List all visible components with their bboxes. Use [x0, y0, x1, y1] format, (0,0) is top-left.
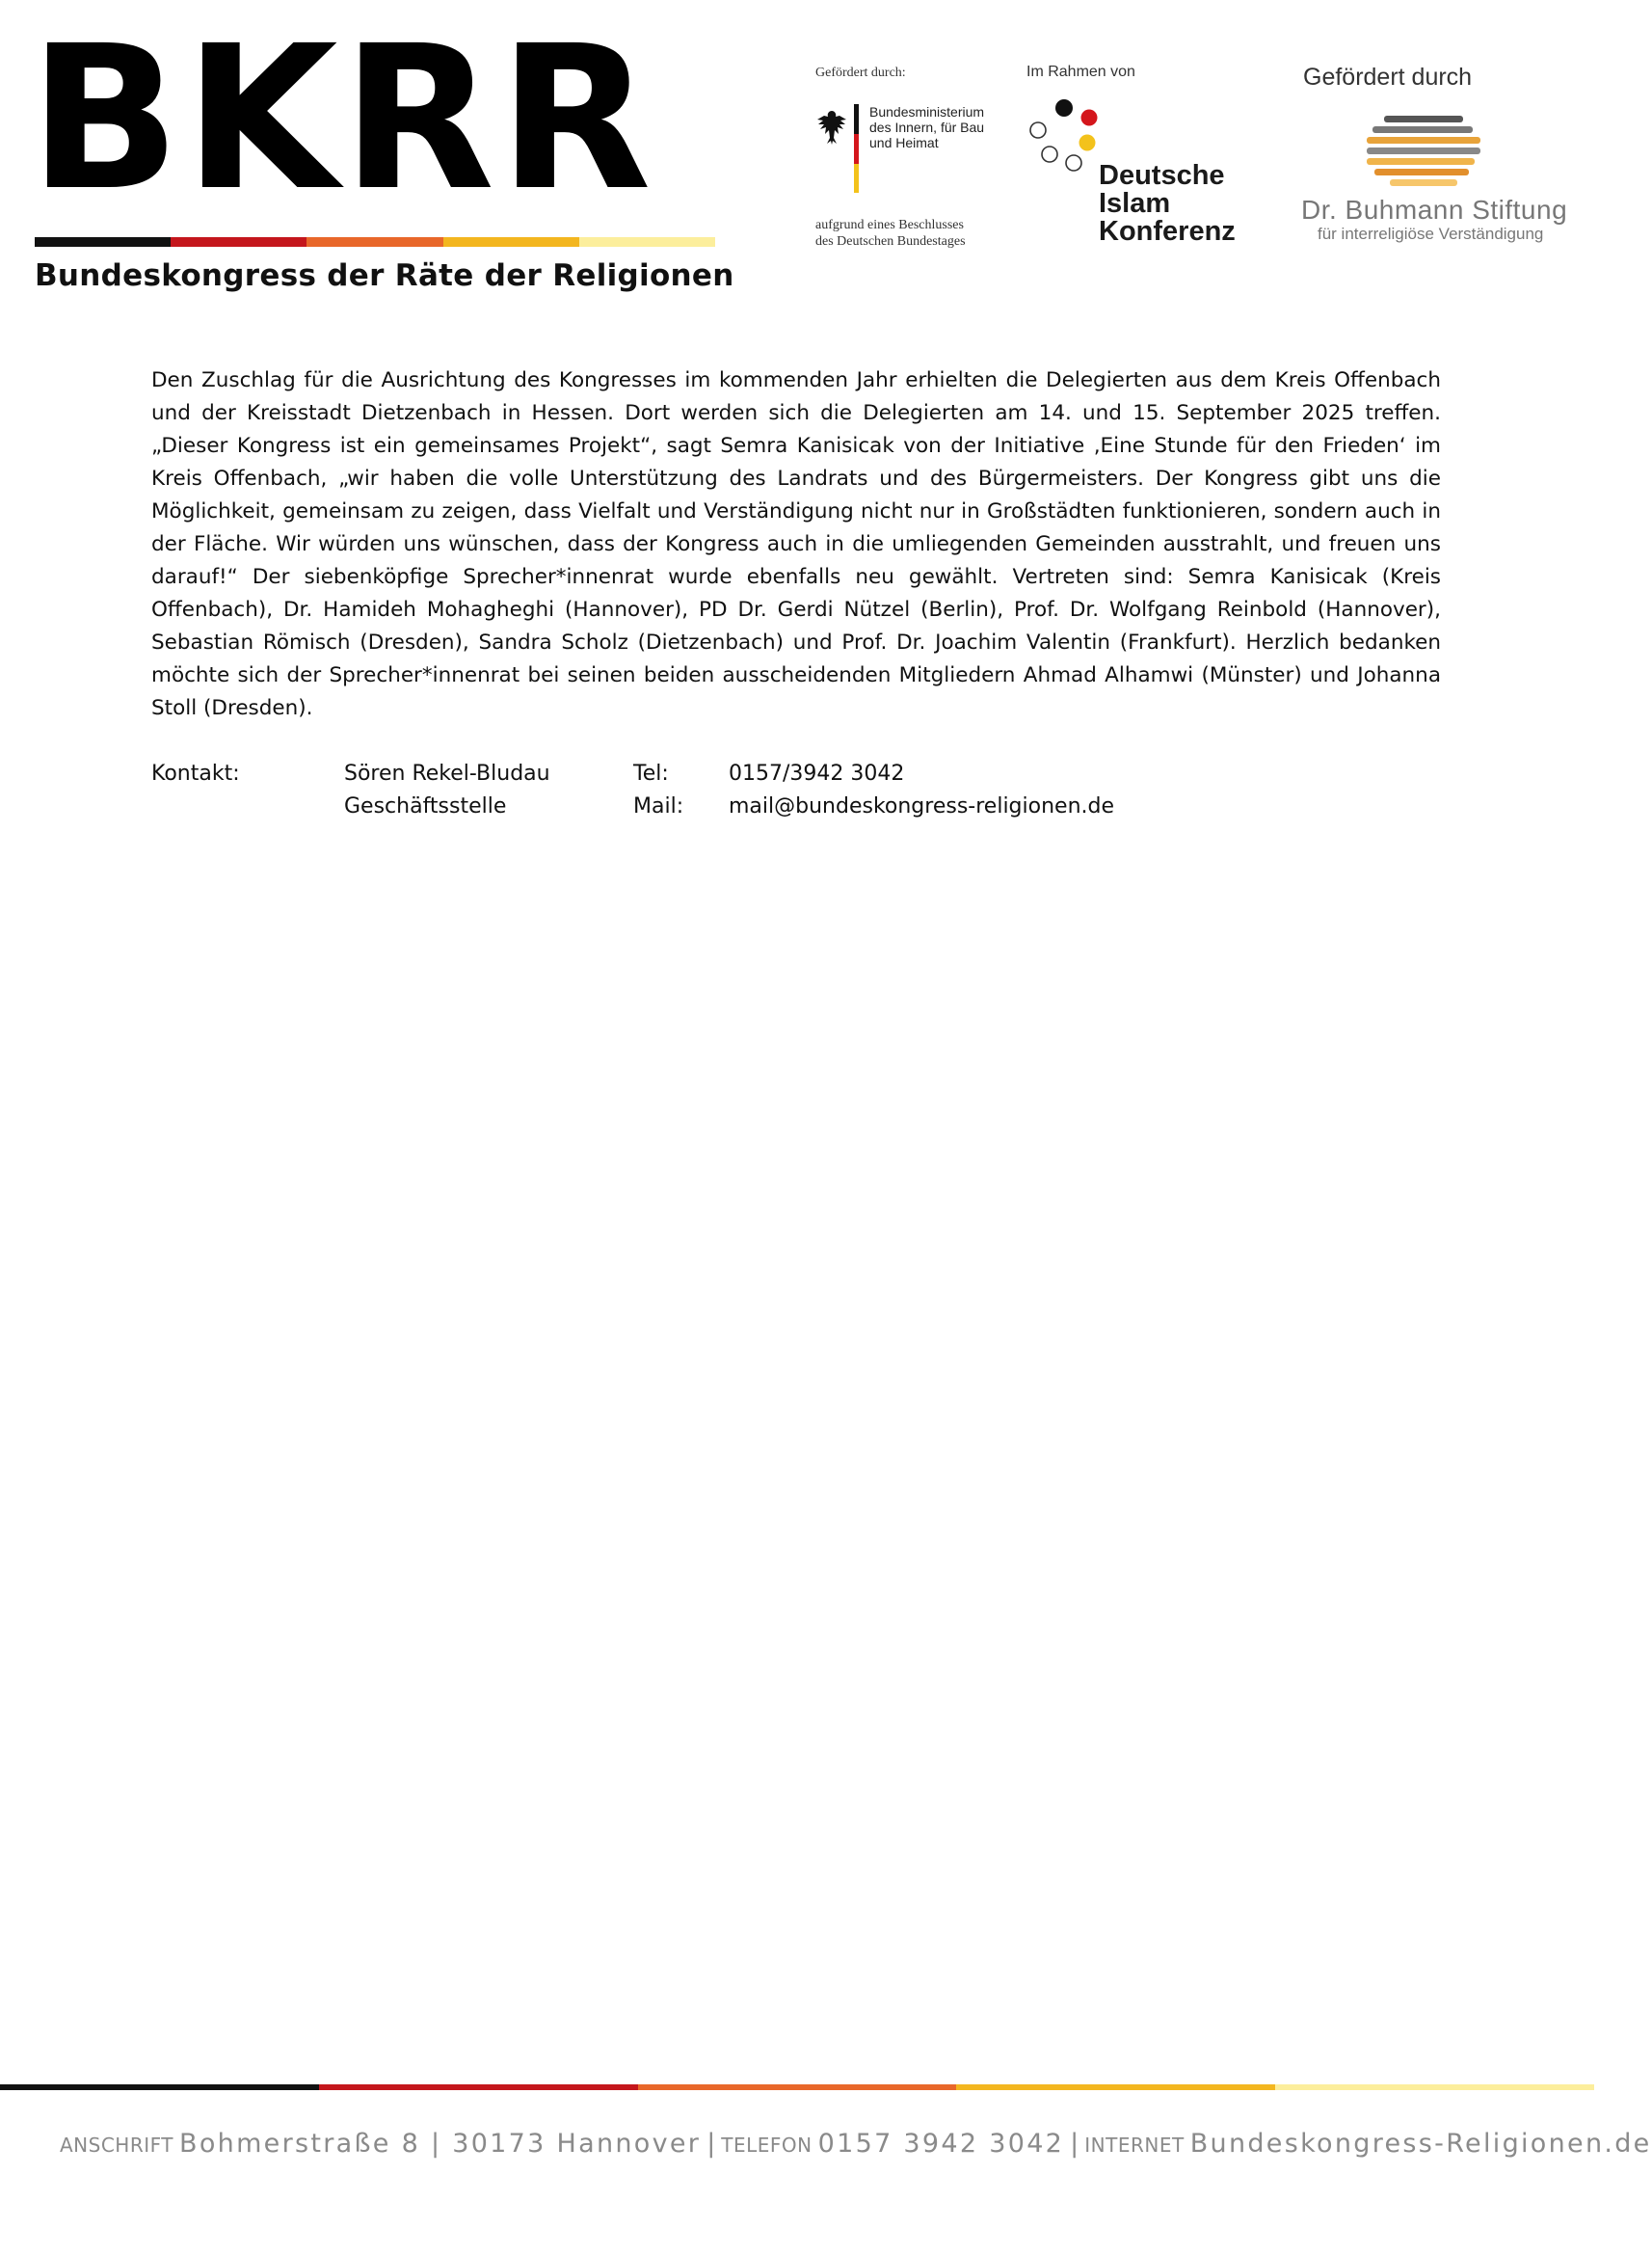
stripe-segment: [319, 2084, 638, 2090]
footer-address-caption: ANSCHRIFT: [60, 2134, 174, 2157]
stripe-segment: [638, 2084, 957, 2090]
stripe-segment: [1275, 2084, 1594, 2090]
footer-color-stripe: [0, 2084, 1594, 2090]
press-release-text: [151, 364, 1441, 725]
eagle-icon: [815, 108, 848, 147]
bkrr-logo: BKRR: [29, 3, 655, 234]
stripe-segment: [956, 2084, 1275, 2090]
dik-logo-dots-icon: [1029, 94, 1097, 181]
german-flag-bar: [854, 104, 859, 193]
contact-tel-label: Tel:: [633, 762, 669, 786]
contact-name: Sören Rekel-Bludau: [344, 762, 550, 786]
stripe-segment: [0, 2084, 319, 2090]
contact-email-link[interactable]: mail@bundeskongress-religionen.de: [729, 794, 1115, 819]
footer-address: Bohmerstraße 8 | 30173 Hannover: [179, 2129, 702, 2159]
dbs-tagline: für interreligiöse Verständigung: [1318, 225, 1544, 243]
stripe-segment: [306, 237, 442, 247]
footer-website-link[interactable]: Bundeskongress-Religionen.de: [1189, 2129, 1652, 2159]
press-release-paragraph: Den Zuschlag für die Ausrichtung des Kongresses im kommenden Jahr erhielten die Delegierten aus dem Kreis Offenbach und der Kreisstadt Dietzenbach in Hessen. Dort werden sich die Delegierten am 14. und 15. September 2025 treffen. „Dieser Kongress ist ein gemeinsames Projekt“, sagt Semra Kanisicak von der Initiative ‚Eine Stunde für den Frieden‘ im Kreis Offenbach, „wir haben die volle Unterstützung des Landrats und des Bürgermeisters. Der Kongress gibt uns die Möglichkeit, gemeinsam zu zeigen, dass Vielfalt und Verständigung nicht nur in Großstädten funktionieren, sondern auch in der Fläche. Wir würden uns wünschen, dass der Kongress auch in die umliegenden Gemeinden ausstrahlt, und freuen uns darauf!“ Der siebenköpfige Sprecher*innenrat wurde ebenfalls neu gewählt. Vertreten sind: Semra Kanisicak (Kreis Offenbach), Dr. Hamideh Mohagheghi (Hannover), PD Dr. Gerdi Nützel (Berlin), Prof. Dr. Wolfgang Reinbold (Hannover), Sebastian Römisch (Dresden), Sandra Scholz (Dietzenbach) und Prof. Dr. Joachim Valentin (Frankfurt). Herzlich bedanken möchte sich der Sprecher*innenrat bei seinen beiden ausscheidenden Mitgliedern Ahmad Alhamwi (Münster) und Johanna Stoll (Dresden).: [151, 368, 1441, 720]
stripe-segment: [443, 237, 579, 247]
footer-internet-caption: INTERNET: [1084, 2134, 1185, 2157]
contact-phone: 0157/3942 3042: [729, 762, 905, 786]
bmi-sponsor-label: Gefördert durch:: [815, 66, 906, 80]
dbs-name: Dr. Buhmann Stiftung: [1301, 195, 1568, 225]
stripe-segment: [35, 237, 171, 247]
footer-phone: 0157 3942 3042: [817, 2129, 1065, 2159]
dik-label: Im Rahmen von: [1026, 64, 1135, 80]
dbs-label: Gefördert durch: [1303, 64, 1473, 91]
stripe-segment: [579, 237, 715, 247]
buhmann-stiftung-logo-icon: [1367, 114, 1480, 189]
bmi-sponsor-note: aufgrund eines Beschlusses des Deutschen Bundestages: [815, 218, 966, 249]
footer-separator: |: [1070, 2129, 1079, 2159]
footer-phone-caption: TELEFON: [721, 2134, 813, 2157]
logo-color-stripe: [35, 237, 715, 247]
footer-separator: |: [706, 2129, 716, 2159]
contact-label: Kontakt:: [151, 762, 240, 786]
stripe-segment: [171, 237, 306, 247]
dik-name: Deutsche Islam Konferenz: [1099, 160, 1236, 247]
contact-mail-label: Mail:: [633, 794, 684, 819]
bmi-ministry-name: Bundesministerium des Innern, für Bau und Heimat: [869, 104, 985, 150]
logo-subtitle: Bundeskongress der Räte der Religionen: [35, 258, 734, 293]
footer-contact-line: [60, 2127, 1652, 2162]
contact-role: Geschäftsstelle: [344, 794, 507, 819]
